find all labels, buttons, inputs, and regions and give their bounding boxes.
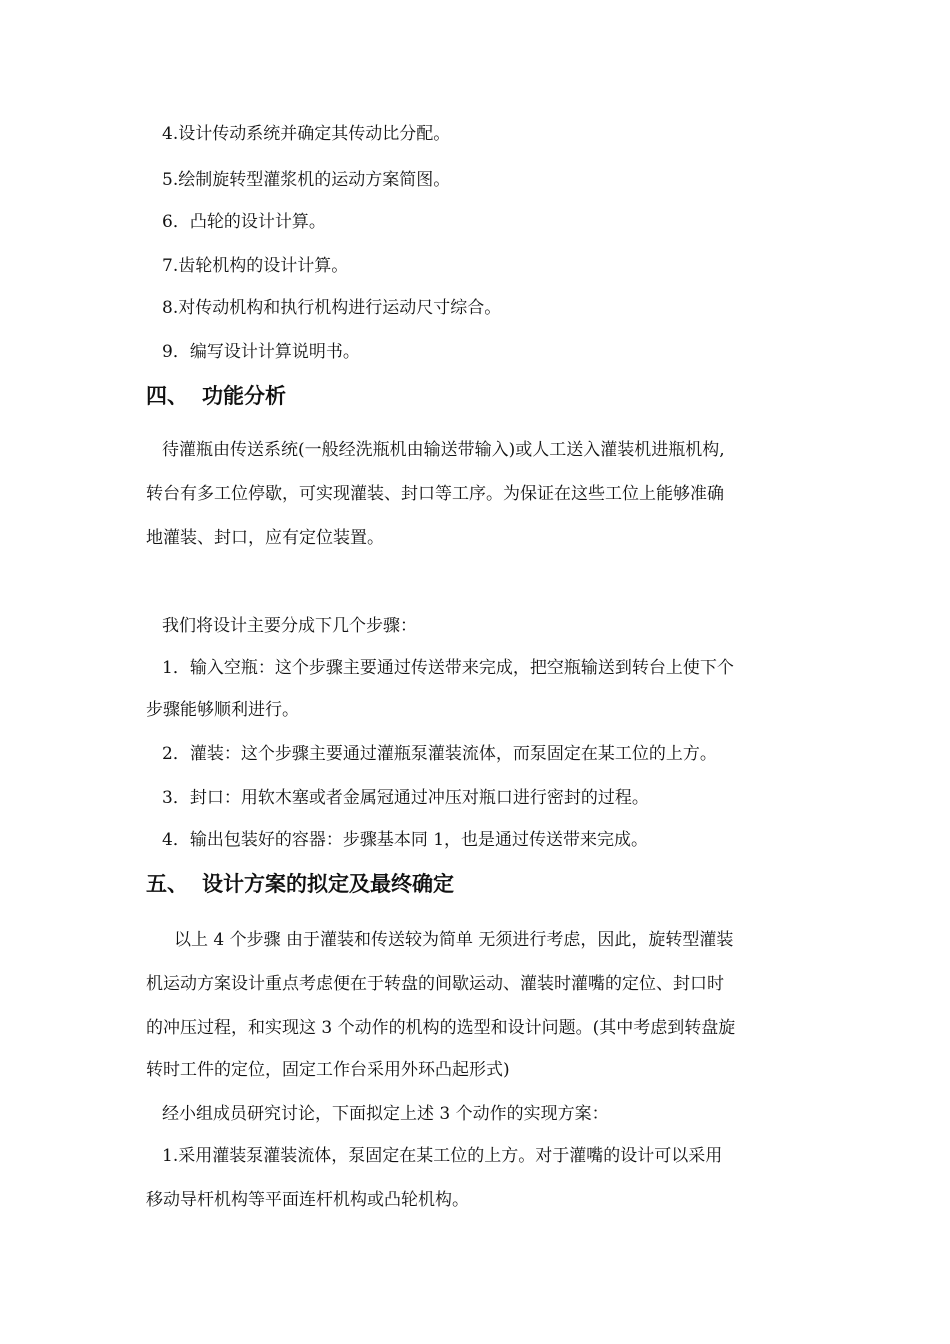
list-item: 2．灌装：这个步骤主要通过灌瓶泵灌装流体，而泵固定在某工位的上方。 — [162, 744, 717, 764]
list-item: 6．凸轮的设计计算。 — [162, 212, 326, 232]
list-item: 1.采用灌装泵灌装流体，泵固定在某工位的上方。对于灌嘴的设计可以采用 — [162, 1146, 723, 1166]
list-item: 3．封口：用软木塞或者金属冠通过冲压对瓶口进行密封的过程。 — [162, 788, 649, 808]
paragraph-line: 机运动方案设计重点考虑便在于转盘的间歇运动、灌装时灌嘴的定位、封口时 — [146, 974, 724, 994]
paragraph-line: 转时工件的定位，固定工作台采用外环凸起形式) — [146, 1060, 510, 1080]
list-item: 移动导杆机构等平面连杆机构或凸轮机构。 — [146, 1190, 469, 1210]
paragraph-line: 的冲压过程，和实现这 3 个动作的机构的选型和设计问题。(其中考虑到转盘旋 — [146, 1018, 736, 1038]
section-heading — [146, 384, 286, 408]
list-item: 步骤能够顺利进行。 — [146, 700, 299, 720]
paragraph-line: 地灌装、封口，应有定位装置。 — [146, 528, 384, 548]
list-item: 7.齿轮机构的设计计算。 — [162, 256, 349, 276]
paragraph-line: 待灌瓶由传送系统(一般经洗瓶机由输送带输入)或人工送入灌装机进瓶机构, — [162, 440, 725, 460]
list-item: 4.设计传动系统并确定其传动比分配。 — [162, 124, 451, 144]
list-item: 9．编写设计计算说明书。 — [162, 342, 360, 362]
section-number: 四、 — [146, 384, 188, 408]
paragraph-line: 转台有多工位停歇，可实现灌装、封口等工序。为保证在这些工位上能够准确 — [146, 484, 724, 504]
section-title: 设计方案的拟定及最终确定 — [202, 872, 454, 896]
section-title: 功能分析 — [202, 384, 286, 408]
section-number: 五、 — [146, 872, 188, 896]
list-item: 4．输出包装好的容器：步骤基本同 1，也是通过传送带来完成。 — [162, 830, 649, 850]
paragraph-line: 我们将设计主要分成下几个步骤： — [162, 616, 417, 636]
list-item: 5.绘制旋转型灌浆机的运动方案简图。 — [162, 170, 451, 190]
list-item: 1．输入空瓶：这个步骤主要通过传送带来完成，把空瓶输送到转台上使下个 — [162, 658, 734, 678]
paragraph-line: 以上 4 个步骤 由于灌装和传送较为简单 无须进行考虑，因此，旋转型灌装 — [174, 930, 734, 950]
section-heading — [146, 872, 454, 896]
list-item: 8.对传动机构和执行机构进行运动尺寸综合。 — [162, 298, 502, 318]
paragraph-line: 经小组成员研究讨论，下面拟定上述 3 个动作的实现方案： — [162, 1104, 609, 1124]
